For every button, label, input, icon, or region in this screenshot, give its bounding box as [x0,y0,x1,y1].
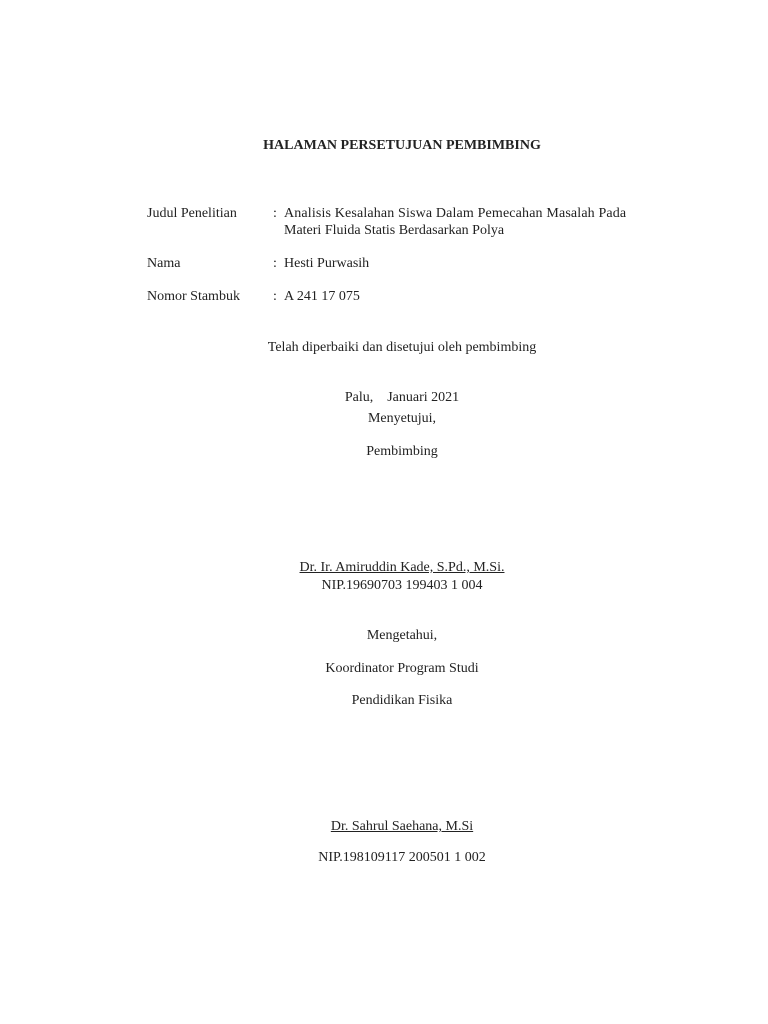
coordinator-role-line2: Pendidikan Fisika [351,693,453,708]
field-label-judul: Judul Penelitian [147,206,237,221]
field-label-stambuk: Nomor Stambuk [147,289,240,304]
approve-label: Menyetujui, [367,411,437,426]
field-colon-judul: : [273,206,277,221]
coordinator-role-line1: Koordinator Program Studi [325,661,479,676]
field-label-nama: Nama [147,256,181,271]
page-title: HALAMAN PERSETUJUAN PEMBIMBING [263,138,541,153]
field-value-nama: Hesti Purwasih [284,256,370,271]
field-colon-nama: : [273,256,277,271]
field-value-stambuk: A 241 17 075 [284,289,360,304]
advisor-role: Pembimbing [366,444,438,459]
field-value-judul-line2: Materi Fluida Statis Berdasarkan Polya [284,223,505,238]
coordinator-name: Dr. Sahrul Saehana, M.Si [330,819,474,834]
acknowledge-label: Mengetahui, [366,628,438,643]
place-date: Palu, Januari 2021 [344,390,460,405]
field-colon-stambuk: : [273,289,277,304]
approval-statement: Telah diperbaiki dan disetujui oleh pembimbing [267,340,537,355]
field-value-judul-line1: Analisis Kesalahan Siswa Dalam Pemecahan Masalah Pada [284,206,627,221]
coordinator-nip: NIP.198109117 200501 1 002 [318,850,486,865]
advisor-name: Dr. Ir. Amiruddin Kade, S.Pd., M.Si. [299,560,505,575]
advisor-nip: NIP.19690703 199403 1 004 [321,578,483,593]
